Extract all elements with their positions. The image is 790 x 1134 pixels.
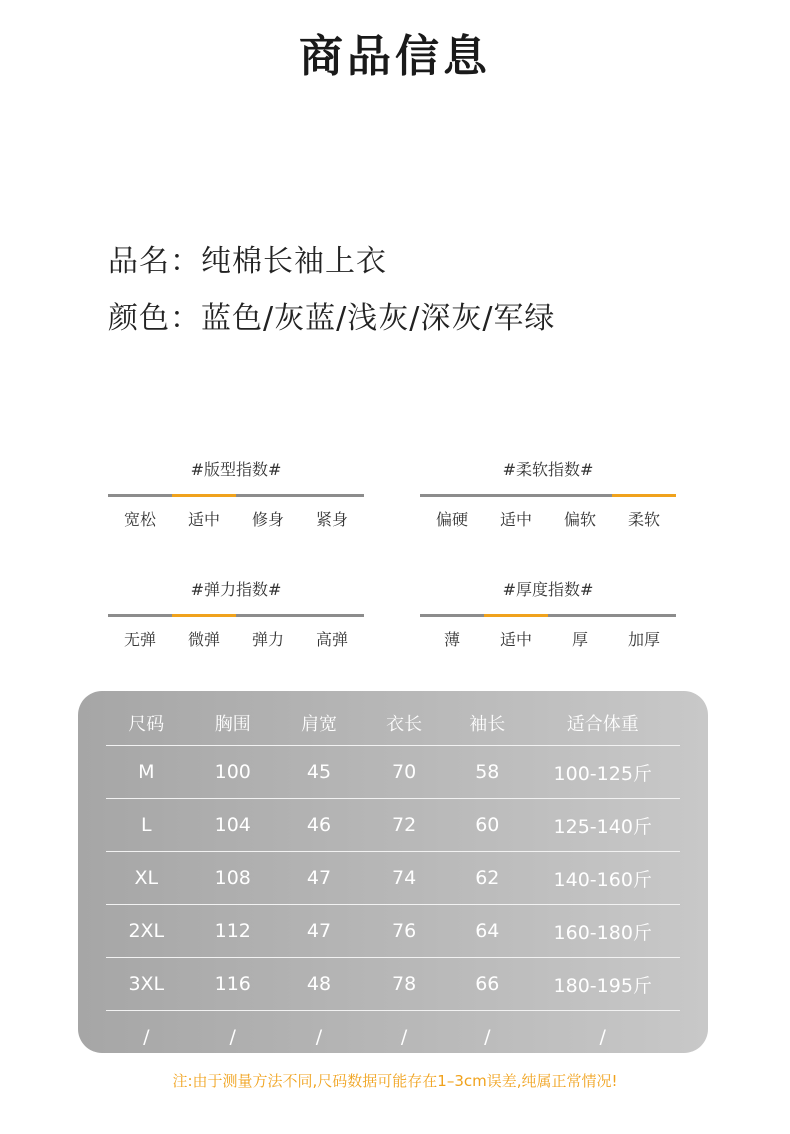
table-cell: 116 (187, 958, 279, 1011)
index-bar (420, 614, 676, 617)
table-cell: 112 (187, 905, 279, 958)
table-cell: 76 (359, 905, 449, 958)
softness-index (420, 458, 676, 530)
index-label: 修身 (251, 510, 284, 529)
table-cell: XL (106, 852, 187, 905)
table-cell: 74 (359, 852, 449, 905)
table-cell: 160-180斤 (525, 905, 680, 958)
index-label: 偏硬 (435, 510, 468, 529)
table-cell: 3XL (106, 958, 187, 1011)
index-selected-segment (172, 614, 236, 617)
table-cell: 46 (279, 799, 359, 852)
index-label: 紧身 (315, 510, 348, 529)
index-selected-segment (172, 494, 236, 497)
table-row (106, 746, 680, 799)
page-title: 商品信息 (299, 31, 491, 82)
table-cell: / (400, 1026, 408, 1048)
table-cell: M (106, 746, 187, 799)
index-bar (420, 494, 676, 497)
table-cell: / (484, 1026, 491, 1048)
index-title: #厚度指数# (502, 580, 594, 599)
product-name: 品名：纯棉长袖上衣 (108, 244, 387, 279)
index-selected-segment (612, 494, 676, 497)
index-label: 高弹 (315, 630, 348, 649)
table-row (106, 905, 680, 958)
table-row (106, 1011, 680, 1064)
table-cell: 60 (449, 799, 525, 852)
index-label: 弹力 (251, 630, 284, 649)
column-header: 适合体重 (525, 700, 680, 746)
table-cell: 70 (359, 746, 449, 799)
index-bar (108, 614, 364, 617)
table-cell: 58 (449, 746, 525, 799)
table-row (106, 958, 680, 1011)
table-cell: 48 (279, 958, 359, 1011)
elasticity-index (108, 578, 364, 650)
measurement-note: 注:由于测量方法不同,尺码数据可能存在1–3cm误差,纯属正常情况! (172, 1072, 618, 1090)
table-cell: / (315, 1026, 323, 1048)
table-row (106, 799, 680, 852)
table-cell: 64 (449, 905, 525, 958)
index-label: 适中 (187, 510, 220, 529)
table-cell: 78 (359, 958, 449, 1011)
table-cell: 100-125斤 (525, 746, 680, 799)
index-label: 柔软 (627, 510, 660, 529)
table-cell: 104 (187, 799, 279, 852)
table-cell: 108 (187, 852, 279, 905)
index-title: #柔软指数# (502, 460, 594, 479)
index-label: 偏软 (563, 510, 596, 529)
column-header: 尺码 (106, 700, 187, 746)
index-label: 微弹 (187, 630, 220, 649)
index-selected-segment (484, 614, 548, 617)
index-label: 加厚 (627, 630, 660, 649)
table-cell: 100 (187, 746, 279, 799)
thickness-index (420, 578, 676, 650)
index-label: 薄 (443, 630, 460, 649)
index-label: 无弹 (123, 630, 156, 649)
table-row (106, 852, 680, 905)
table-cell: 125-140斤 (525, 799, 680, 852)
table-cell: 2XL (106, 905, 187, 958)
table-cell: 62 (449, 852, 525, 905)
product-colors: 颜色：蓝色/灰蓝/浅灰/深灰/军绿 (108, 301, 556, 336)
table-cell: 45 (279, 746, 359, 799)
size-chart-panel (78, 691, 708, 1053)
index-label: 适中 (499, 510, 532, 529)
table-cell: / (599, 1026, 606, 1048)
index-label: 适中 (499, 630, 532, 649)
column-header: 肩宽 (279, 700, 359, 746)
column-header: 胸围 (187, 700, 279, 746)
table-cell: 140-160斤 (525, 852, 680, 905)
fit-index (108, 458, 364, 530)
table-cell: 180-195斤 (525, 958, 680, 1011)
table-cell: 47 (279, 905, 359, 958)
index-title: #版型指数# (190, 460, 282, 479)
index-label: 宽松 (123, 510, 156, 529)
table-cell: / (143, 1026, 150, 1048)
table-header-row (106, 700, 680, 746)
index-bar (108, 494, 364, 497)
index-title: #弹力指数# (190, 580, 282, 599)
column-header: 衣长 (359, 700, 449, 746)
column-header: 袖长 (449, 700, 525, 746)
table-cell: 66 (449, 958, 525, 1011)
table-cell: 72 (359, 799, 449, 852)
table-cell: L (106, 799, 187, 852)
size-table (106, 700, 680, 1063)
index-label: 厚 (571, 630, 588, 649)
table-cell: / (229, 1026, 236, 1048)
table-cell: 47 (279, 852, 359, 905)
